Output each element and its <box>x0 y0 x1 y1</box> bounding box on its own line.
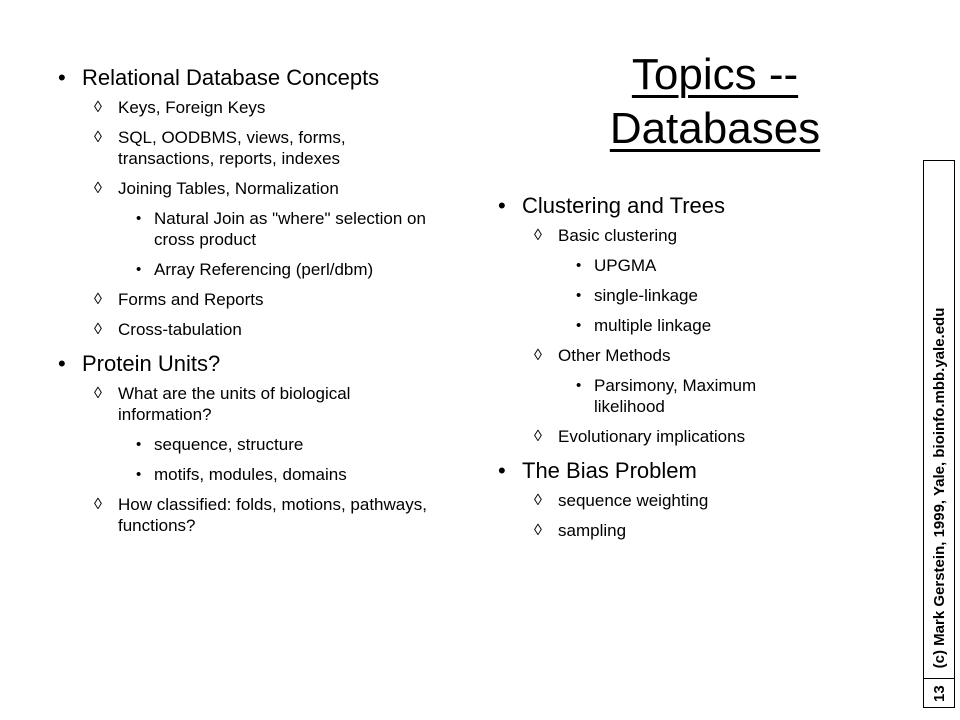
sub-subtopic-label: UPGMA <box>594 256 657 275</box>
subtopic <box>82 494 438 536</box>
diamond-bullet-icon: ◊ <box>94 496 102 513</box>
bullet-icon: • <box>576 317 582 334</box>
subtopic <box>82 97 438 118</box>
subtopic-label: sampling <box>558 521 627 540</box>
bullet-icon: • <box>576 287 582 304</box>
diamond-bullet-icon: ◊ <box>534 428 542 445</box>
subtopic-label: Other Methods <box>558 346 671 365</box>
sub-subtopic <box>82 434 438 455</box>
sub-subtopic <box>82 208 438 250</box>
subtopic <box>82 319 438 340</box>
topic-label: Relational Database Concepts <box>82 65 380 90</box>
sub-subtopic-label: motifs, modules, domains <box>154 465 347 484</box>
sub-subtopic <box>522 375 818 417</box>
bullet-icon: • <box>136 261 142 278</box>
diamond-bullet-icon: ◊ <box>94 291 102 308</box>
sub-subtopic <box>82 259 438 280</box>
topic-label: The Bias Problem <box>522 458 697 483</box>
diamond-bullet-icon: ◊ <box>94 180 102 197</box>
diamond-bullet-icon: ◊ <box>534 227 542 244</box>
topic-label: Protein Units? <box>82 351 221 376</box>
sub-subtopic <box>522 255 818 276</box>
subtopic-label: Evolutionary implications <box>558 427 746 446</box>
subtopic <box>522 490 818 511</box>
bullet-icon: • <box>576 377 582 394</box>
bullet-icon: • <box>498 458 506 483</box>
subtopic-label: Forms and Reports <box>118 290 264 309</box>
topic-relational-database-concepts <box>58 64 438 340</box>
subtopic <box>522 520 818 541</box>
subtopic <box>82 289 438 310</box>
diamond-bullet-icon: ◊ <box>94 385 102 402</box>
sub-subtopic <box>522 285 818 306</box>
subtopic-label: How classified: folds, motions, pathways, functions? <box>118 495 427 535</box>
sub-subtopic-label: Parsimony, Maximum likelihood <box>594 376 757 416</box>
subtopic <box>82 127 438 169</box>
subtopic-label: Cross-tabulation <box>118 320 242 339</box>
diamond-bullet-icon: ◊ <box>94 99 102 116</box>
subtopic-label: SQL, OODBMS, views, forms, transactions, reports, indexes <box>118 128 346 168</box>
sub-subtopic <box>82 464 438 485</box>
topic-protein-units <box>58 350 438 536</box>
bullet-icon: • <box>58 351 66 376</box>
topic-bias-problem <box>498 457 818 541</box>
bullet-icon: • <box>136 210 142 227</box>
bullet-icon: • <box>136 436 142 453</box>
bullet-icon: • <box>58 65 66 90</box>
right-column <box>498 192 818 541</box>
subtopic <box>82 178 438 199</box>
subtopic <box>522 225 818 246</box>
side-credit-box <box>923 160 955 708</box>
slide-title: Topics -- Databases <box>609 50 821 153</box>
topic-clustering-and-trees <box>498 192 818 447</box>
page-number: 13 <box>923 678 955 708</box>
subtopic-label: sequence weighting <box>558 491 709 510</box>
subtopic-label: Basic clustering <box>558 226 678 245</box>
subtopic-label: Keys, Foreign Keys <box>118 98 266 117</box>
subtopic-label: What are the units of biological information? <box>118 384 351 424</box>
sub-subtopic-label: Array Referencing (perl/dbm) <box>154 260 374 279</box>
sub-subtopic-label: sequence, structure <box>154 435 304 454</box>
left-column <box>58 64 438 536</box>
subtopic-label: Joining Tables, Normalization <box>118 179 339 198</box>
bullet-icon: • <box>136 466 142 483</box>
subtopic <box>522 426 818 447</box>
subtopic <box>522 345 818 366</box>
diamond-bullet-icon: ◊ <box>534 347 542 364</box>
copyright-credit: (c) Mark Gerstein, 1999, Yale, bioinfo.mbb.yale.edu <box>930 307 948 669</box>
diamond-bullet-icon: ◊ <box>534 492 542 509</box>
bullet-icon: • <box>576 257 582 274</box>
sub-subtopic-label: multiple linkage <box>594 316 712 335</box>
sub-subtopic <box>522 315 818 336</box>
side-credit-rotated <box>923 160 955 708</box>
diamond-bullet-icon: ◊ <box>94 129 102 146</box>
sub-subtopic-label: single-linkage <box>594 286 698 305</box>
diamond-bullet-icon: ◊ <box>534 522 542 539</box>
diamond-bullet-icon: ◊ <box>94 321 102 338</box>
bullet-icon: • <box>498 193 506 218</box>
topic-label: Clustering and Trees <box>522 193 725 218</box>
sub-subtopic-label: Natural Join as "where" selection on cross product <box>154 209 426 249</box>
subtopic <box>82 383 438 425</box>
